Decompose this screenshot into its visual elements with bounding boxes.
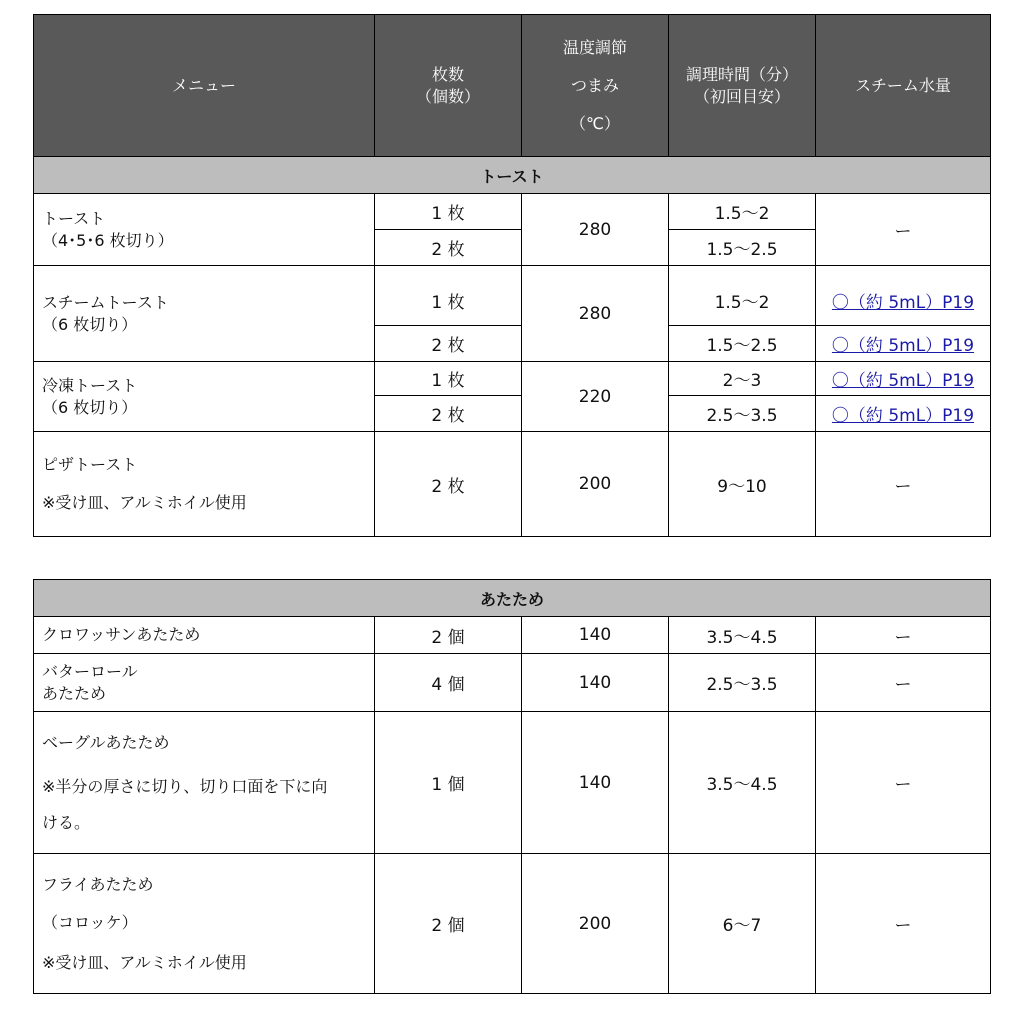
steam-page-link[interactable]: 〇（約 5mL）P19	[831, 293, 975, 313]
header-count	[375, 15, 522, 157]
menu-note: ける。	[42, 812, 91, 832]
menu-steam-toast	[34, 266, 375, 362]
menu-line: ピザトースト	[42, 455, 138, 474]
menu-note: ※受け皿、アルミホイル使用	[42, 952, 247, 972]
steam-cell: ー	[816, 712, 991, 854]
table-row	[34, 617, 991, 654]
steam-cell	[816, 326, 991, 362]
toast-table	[33, 14, 991, 537]
menu-note: ※半分の厚さに切り、切り口面を下に向	[42, 776, 328, 796]
header-steam: スチーム水量	[816, 15, 991, 157]
section-row	[34, 580, 991, 617]
temp-cell: 200	[522, 432, 669, 537]
menu-line: あたため	[42, 683, 107, 703]
steam-cell	[816, 396, 991, 432]
header-temp-line1: 温度調節	[562, 37, 627, 57]
section-row	[34, 157, 991, 194]
section-warming: あたため	[34, 580, 991, 617]
time-cell: 1.5～2	[669, 266, 816, 326]
menu-line: （4･5･6 枚切り）	[42, 230, 174, 250]
count-cell: 2 個	[375, 617, 522, 654]
menu-line: （6 枚切り）	[42, 314, 138, 334]
time-cell: 1.5～2.5	[669, 326, 816, 362]
temp-cell: 200	[522, 854, 669, 994]
menu-frozen-toast	[34, 362, 375, 432]
header-temp-line2: つまみ	[570, 75, 619, 95]
warming-table	[33, 579, 991, 994]
steam-cell: ー	[816, 194, 991, 266]
count-cell: 1 枚	[375, 266, 522, 326]
table-row	[34, 654, 991, 712]
menu-croissant: クロワッサンあたため	[34, 617, 375, 654]
header-row	[34, 15, 991, 157]
section-toast: トースト	[34, 157, 991, 194]
steam-page-link[interactable]: 〇（約 5mL）P19	[831, 336, 975, 356]
temp-cell: 140	[522, 712, 669, 854]
table-row	[34, 194, 991, 230]
count-cell: 2 枚	[375, 230, 522, 266]
menu-line: トースト	[42, 208, 106, 228]
header-count-line2: （個数）	[415, 86, 480, 106]
menu-pizza-toast	[34, 432, 375, 537]
header-count-line1: 枚数	[431, 64, 464, 84]
table-row	[34, 266, 991, 326]
time-cell: 1.5～2.5	[669, 230, 816, 266]
menu-note: ※受け皿、アルミホイル使用	[42, 493, 247, 512]
count-cell: 2 枚	[375, 396, 522, 432]
count-cell: 1 枚	[375, 362, 522, 396]
temp-cell: 280	[522, 266, 669, 362]
time-cell: 2～3	[669, 362, 816, 396]
temp-cell: 280	[522, 194, 669, 266]
menu-bagel	[34, 712, 375, 854]
menu-line: バターロール	[42, 661, 138, 681]
count-cell: 2 枚	[375, 326, 522, 362]
count-cell: 1 個	[375, 712, 522, 854]
time-cell: 9～10	[669, 432, 816, 537]
time-cell: 2.5～3.5	[669, 654, 816, 712]
count-cell: 2 枚	[375, 432, 522, 537]
time-cell: 1.5～2	[669, 194, 816, 230]
menu-line: ベーグルあたため	[42, 732, 170, 752]
steam-cell: ー	[816, 854, 991, 994]
time-cell: 6～7	[669, 854, 816, 994]
temp-cell: 140	[522, 654, 669, 712]
header-time-line1: 調理時間（分）	[685, 64, 798, 84]
header-menu: メニュー	[34, 15, 375, 157]
time-cell: 2.5～3.5	[669, 396, 816, 432]
steam-cell: ー	[816, 432, 991, 537]
header-temp	[522, 15, 669, 157]
steam-cell: ー	[816, 617, 991, 654]
count-cell: 1 枚	[375, 194, 522, 230]
menu-line: （6 枚切り）	[42, 397, 138, 417]
steam-cell	[816, 362, 991, 396]
header-time	[669, 15, 816, 157]
menu-toast	[34, 194, 375, 266]
time-cell: 3.5～4.5	[669, 712, 816, 854]
temp-cell: 220	[522, 362, 669, 432]
menu-butter-roll	[34, 654, 375, 712]
menu-line: スチームトースト	[42, 292, 169, 312]
steam-cell	[816, 266, 991, 326]
steam-cell: ー	[816, 654, 991, 712]
header-temp-line3: （℃）	[570, 113, 620, 133]
table-row	[34, 432, 991, 537]
steam-page-link[interactable]: 〇（約 5mL）P19	[831, 371, 975, 391]
count-cell: 2 個	[375, 854, 522, 994]
table-row	[34, 362, 991, 396]
table-row	[34, 712, 991, 854]
menu-fry	[34, 854, 375, 994]
menu-line: フライあたため	[42, 874, 154, 894]
time-cell: 3.5～4.5	[669, 617, 816, 654]
header-time-line2: （初回目安）	[693, 86, 790, 106]
steam-page-link[interactable]: 〇（約 5mL）P19	[831, 406, 975, 426]
menu-line: （コロッケ）	[42, 912, 138, 932]
menu-line: 冷凍トースト	[42, 375, 138, 395]
count-cell: 4 個	[375, 654, 522, 712]
table-row	[34, 854, 991, 994]
temp-cell: 140	[522, 617, 669, 654]
